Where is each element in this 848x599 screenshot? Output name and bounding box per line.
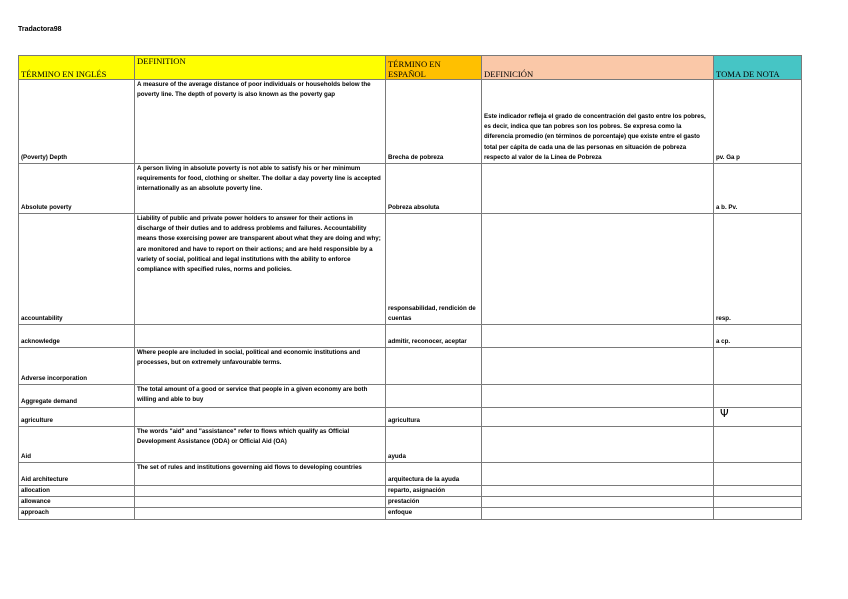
term-en-cell: accountability <box>19 214 135 325</box>
note-cell <box>714 408 802 427</box>
definition-en-cell: The set of rules and institutions governing aid flows to developing countries <box>135 463 386 486</box>
term-es-cell <box>386 385 482 408</box>
table-row <box>19 497 802 508</box>
term-en-cell: agriculture <box>19 408 135 427</box>
table-row <box>19 80 802 164</box>
definition-es-cell <box>482 508 714 519</box>
table-row <box>19 164 802 214</box>
definition-en-cell: The words "aid" and "assistance" refer to flows which qualify as Official Development Assistance (ODA) or Official Aid (OA) <box>135 427 386 463</box>
term-es-cell: Pobreza absoluta <box>386 164 482 214</box>
term-es-cell: responsabilidad, rendición de cuentas <box>386 214 482 325</box>
header-row <box>19 56 802 80</box>
definition-en-cell: A person living in absolute poverty is not able to satisfy his or her minimum requirements for food, clothing or shelter. The dollar a day poverty line is accepted internationally as an absolute poverty line. <box>135 164 386 214</box>
definition-en-cell <box>135 408 386 427</box>
table-row <box>19 486 802 497</box>
term-es-cell: ayuda <box>386 427 482 463</box>
note-cell <box>714 508 802 519</box>
term-en-cell: Aggregate demand <box>19 385 135 408</box>
term-en-cell: Aid architecture <box>19 463 135 486</box>
term-es-cell: reparto, asignación <box>386 486 482 497</box>
term-en-cell: (Poverty) Depth <box>19 80 135 164</box>
note-cell <box>714 348 802 385</box>
definition-es-cell <box>482 486 714 497</box>
definition-es-cell <box>482 164 714 214</box>
note-cell <box>714 463 802 486</box>
table-row <box>19 385 802 408</box>
definition-es-cell <box>482 385 714 408</box>
definition-en-cell <box>135 508 386 519</box>
note-cell: resp. <box>714 214 802 325</box>
definition-en-cell: A measure of the average distance of poor individuals or households below the poverty line. The depth of poverty is also known as the poverty gap <box>135 80 386 164</box>
trident-icon: Ψ <box>720 407 729 420</box>
term-es-cell: enfoque <box>386 508 482 519</box>
term-en-cell: acknowledge <box>19 325 135 348</box>
term-en-cell: allocation <box>19 486 135 497</box>
definition-en-cell: Liability of public and private power holders to answer for their actions in discharge of their duties and to address problems and failures. Accountability means those exercising power are transparent about what they are doing and why; are monitored and have to report on their actions; and are held responsible by a variety of social, political and legal institutions with the ability to enforce compliance with specified rules, norms and policies. <box>135 214 386 325</box>
definition-es-cell <box>482 408 714 427</box>
definition-es-cell <box>482 348 714 385</box>
table-row <box>19 348 802 385</box>
definition-es-cell <box>482 427 714 463</box>
note-cell <box>714 486 802 497</box>
definition-en-cell <box>135 325 386 348</box>
definition-es-cell <box>482 214 714 325</box>
term-en-cell: allowance <box>19 497 135 508</box>
definition-en-cell <box>135 497 386 508</box>
header-note: TOMA DE NOTA <box>714 56 802 80</box>
term-es-cell: admitir, reconocer, aceptar <box>386 325 482 348</box>
term-en-cell: Adverse incorporation <box>19 348 135 385</box>
definition-en-cell: Where people are included in social, political and economic institutions and processes, but on extremely unfavourable terms. <box>135 348 386 385</box>
term-es-cell: arquitectura de la ayuda <box>386 463 482 486</box>
glossary-table <box>18 55 802 520</box>
definition-es-cell: Este indicador refleja el grado de concentración del gasto entre los pobres, es decir, indica que tan pobres son los pobres. Se expresa como la diferencia promedio (en términos de porcentaje) que existe entre el gasto total per cápita de cada una de las personas en situación de pobreza respecto al valor de la Línea de Pobreza <box>482 80 714 164</box>
term-en-cell: Absolute poverty <box>19 164 135 214</box>
note-cell <box>714 497 802 508</box>
note-cell: pv. Ga p <box>714 80 802 164</box>
header-term-es: TÉRMINO EN ESPAÑOL <box>386 56 482 80</box>
definition-es-cell <box>482 325 714 348</box>
term-en-cell: approach <box>19 508 135 519</box>
note-cell <box>714 385 802 408</box>
table-row <box>19 427 802 463</box>
definition-en-cell <box>135 486 386 497</box>
header-term-en: TÉRMINO EN INGLÉS <box>19 56 135 80</box>
term-es-cell <box>386 348 482 385</box>
table-row <box>19 463 802 486</box>
definition-es-cell <box>482 497 714 508</box>
definition-en-cell: The total amount of a good or service that people in a given economy are both willing and able to buy <box>135 385 386 408</box>
term-es-cell: prestación <box>386 497 482 508</box>
definition-es-cell <box>482 463 714 486</box>
table-row <box>19 408 802 427</box>
note-cell: a cp. <box>714 325 802 348</box>
term-en-cell: Aid <box>19 427 135 463</box>
table-row <box>19 325 802 348</box>
header-definition-en: DEFINITION <box>135 56 386 80</box>
term-es-cell: Brecha de pobreza <box>386 80 482 164</box>
note-cell: a b. Pv. <box>714 164 802 214</box>
header-definition-es: DEFINICIÓN <box>482 56 714 80</box>
note-cell <box>714 427 802 463</box>
table-row <box>19 214 802 325</box>
term-es-cell: agricultura <box>386 408 482 427</box>
table-row <box>19 508 802 519</box>
document-title: Tradactora98 <box>18 26 62 33</box>
